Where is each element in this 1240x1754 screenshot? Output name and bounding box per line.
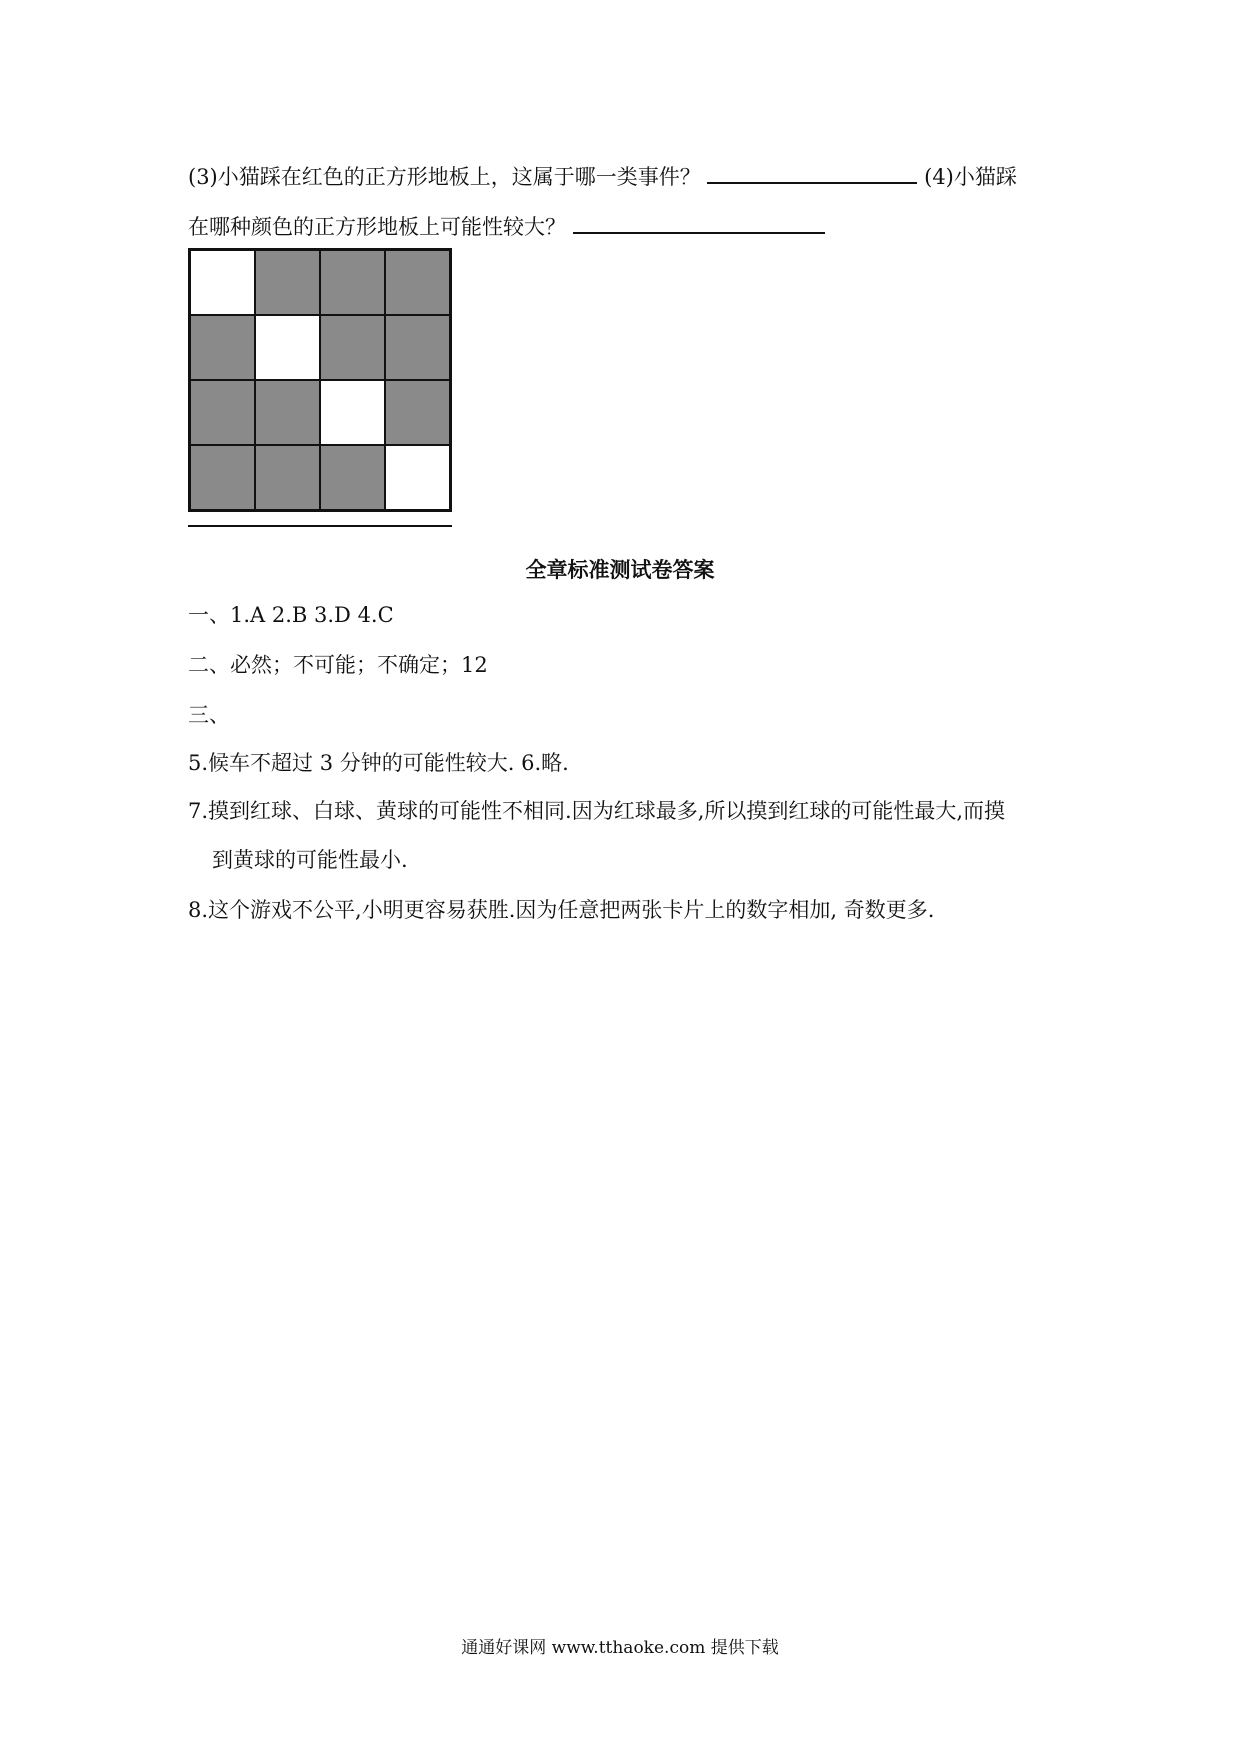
floor-tile-gray	[385, 380, 450, 445]
floor-tile-gray	[190, 315, 255, 380]
floor-tile-grid	[188, 248, 452, 512]
floor-tile-gray	[385, 250, 450, 315]
floor-tile-gray	[320, 315, 385, 380]
answer-line-6: 8.这个游戏不公平,小明更容易获胜.因为任意把两张卡片上的数字相加, 奇数更多.	[188, 898, 935, 922]
answer-underline	[188, 525, 452, 527]
answer-line-3: 三、	[188, 703, 230, 727]
floor-tile-gray	[255, 380, 320, 445]
floor-tile-white	[190, 250, 255, 315]
floor-tile-gray	[255, 250, 320, 315]
answer-line-2: 二、必然；不可能；不确定；12	[188, 653, 488, 677]
answer-blank-3[interactable]	[707, 160, 917, 184]
footer-credit: 通通好课网 www.tthaoke.com 提供下载	[461, 1638, 779, 1658]
answer-blank-4[interactable]	[573, 210, 825, 234]
floor-tile-white	[320, 380, 385, 445]
answer-line-5-cont: 到黄球的可能性最小.	[212, 848, 408, 872]
question-4-line	[188, 210, 825, 242]
floor-tile-gray	[320, 250, 385, 315]
floor-tile-gray	[190, 445, 255, 510]
answer-line-1: 一、1.A 2.B 3.D 4.C	[188, 603, 394, 627]
question-3-line	[188, 160, 1017, 192]
floor-tile-gray	[190, 380, 255, 445]
answer-title: 全章标准测试卷答案	[525, 557, 715, 582]
floor-tile-gray	[255, 445, 320, 510]
question-4-text-end: 在哪种颜色的正方形地板上可能性较大？	[188, 215, 566, 239]
floor-tile-white	[385, 445, 450, 510]
floor-tile-white	[255, 315, 320, 380]
question-4-text-start: (4)小猫踩	[924, 165, 1017, 189]
floor-tile-gray	[320, 445, 385, 510]
question-3-text: (3)小猫踩在红色的正方形地板上，这属于哪一类事件？	[188, 165, 701, 189]
answer-line-4: 5.候车不超过 3 分钟的可能性较大. 6.略.	[188, 751, 569, 775]
floor-tile-gray	[385, 315, 450, 380]
answer-line-5: 7.摸到红球、白球、黄球的可能性不相同.因为红球最多,所以摸到红球的可能性最大,而摸	[188, 799, 1006, 823]
